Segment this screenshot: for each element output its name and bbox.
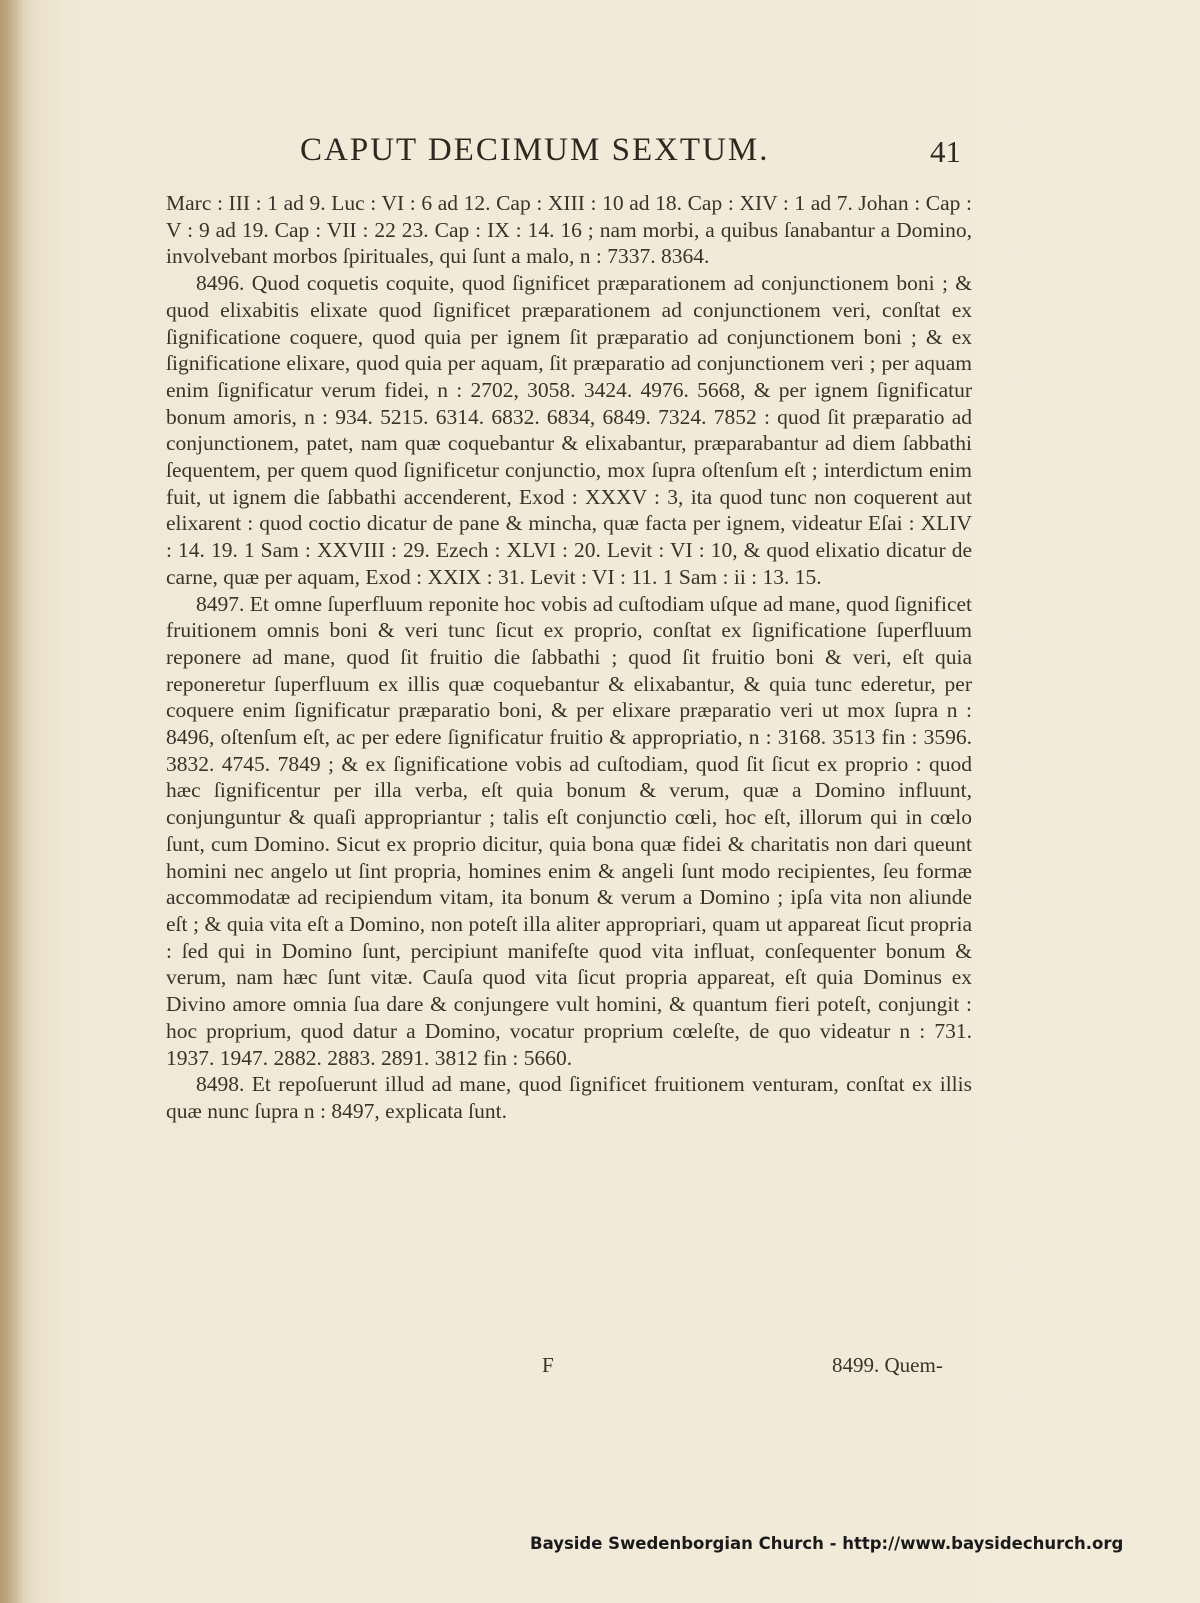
running-head: CAPUT DECIMUM SEXTUM. xyxy=(300,132,770,168)
page-number: 41 xyxy=(930,134,961,169)
paragraph-continuation: Marc : III : 1 ad 9. Luc : VI : 6 ad 12. Cap : XIII : 10 ad 18. Cap : XIV : 1 ad 7. Johan : Cap : V : 9 ad 19. Cap : VII : 22 23. Cap : IX : 14. 16 ; nam morbi, a quibus ſanabantur a Domino, involvebant morbos ſpirituales, qui ſunt a malo, n : 7337. 8364. xyxy=(166,191,972,269)
paragraph-8497: 8497. Et omne ſuperfluum reponite hoc vobis ad cuſtodiam uſque ad mane, quod ſignificet fruitionem omnis boni & veri tunc ſicut ex proprio, conſtat ex ſignificatione ſuperfluum reponere ad mane, quod ſit fruitio die ſabbathi ; quod ſit fruitio boni & veri, eſt quia reponeretur ſuperfluum ex illis quæ coquebantur & elixabantur, & quia tunc ederetur, per coquere enim ſignificatur præparatio boni, & per elixare præparatio veri ut mox ſupra n : 8496, oſtenſum eſt, ac per edere ſignificatur fruitio & appropriatio, n : 3168. 3513 fin : 3596. 3832. 4745. 7849 ; & ex ſignificatione vobis ad cuſtodiam, quod ſit ſicut ex proprio : quod hæc ſignificentur per illa verba, eſt quia bonum & verum, quæ a Domino influunt, conjunguntur & quaſi appropriantur ; talis eſt conjunctio cœli, hoc eſt, illorum qui in cœlo ſunt, cum Domino. Sicut ex proprio dicitur, quia bona quæ fidei & charitatis non dari queunt homini nec angelo ut ſint propria, homines enim & angeli ſunt modo recipientes, ſeu formæ accommodatæ ad recipiendum vitam, ita bonum & verum a Domino ; ipſa vita non aliunde eſt ; & quia vita eſt a Domino, non poteſt illa aliter appropriari, quam ut appareat ſicut propria : ſed qui in Domino ſunt, percipiunt manifeſte quod vita influat, conſequenter bonum & verum, nam hæc ſunt vitæ. Cauſa quod vita ſicut propria appareat, eſt quia Dominus ex Divino amore omnia ſua dare & conjungere vult homini, & quantum fieri poteſt, conjungit : hoc proprium, quod datur a Domino, vocatur proprium cœleſte, de quo videatur n : 731. 1937. 1947. 2882. 2883. 2891. 3812 fin : 5660. xyxy=(166,591,972,1070)
source-credit: Bayside Swedenborgian Church - http://www.baysidechurch.org xyxy=(530,1534,1124,1553)
page-header xyxy=(0,132,1200,172)
signature-mark: F xyxy=(542,1353,554,1377)
body-text xyxy=(166,190,972,1125)
page-footer xyxy=(0,1353,1200,1383)
paragraph-8498: 8498. Et repoſuerunt illud ad mane, quod ſignificet fruitionem venturam, conſtat ex illis quæ nunc ſupra n : 8497, explicata ſunt. xyxy=(166,1072,972,1123)
catchword: 8499. Quem- xyxy=(832,1353,943,1377)
paragraph-8496: 8496. Quod coquetis coquite, quod ſignificet præparationem ad conjunctionem boni ; & quod elixabitis elixate quod ſignificet præparationem ad conjunctionem veri, conſtat ex ſignificatione coquere, quod quia per ignem ſit præparatio ad conjunctionem boni ; & ex ſignificatione elixare, quod quia per aquam, ſit præparatio ad conjunctionem veri ; per aquam enim ſignificatur verum fidei, n : 2702, 3058. 3424. 4976. 5668, & per ignem ſignificatur bonum amoris, n : 934. 5215. 6314. 6832. 6834, 6849. 7324. 7852 : quod ſit præparatio ad conjunctionem, patet, nam quæ coquebantur & elixabantur, præparabantur ad diem ſabbathi ſequentem, per quem quod ſignificetur conjunctio, mox ſupra oſtenſum eſt ; interdictum enim fuit, ut ignem die ſabbathi accenderent, Exod : XXXV : 3, ita quod tunc non coquerent aut elixarent : quod coctio dicatur de pane & mincha, quæ facta per ignem, videatur Eſai : XLIV : 14. 19. 1 Sam : XXVIII : 29. Ezech : XLVI : 20. Levit : VI : 10, & quod elixatio dicatur de carne, quæ per aquam, Exod : XXIX : 31. Levit : VI : 11. 1 Sam : ii : 13. 15. xyxy=(166,271,972,589)
